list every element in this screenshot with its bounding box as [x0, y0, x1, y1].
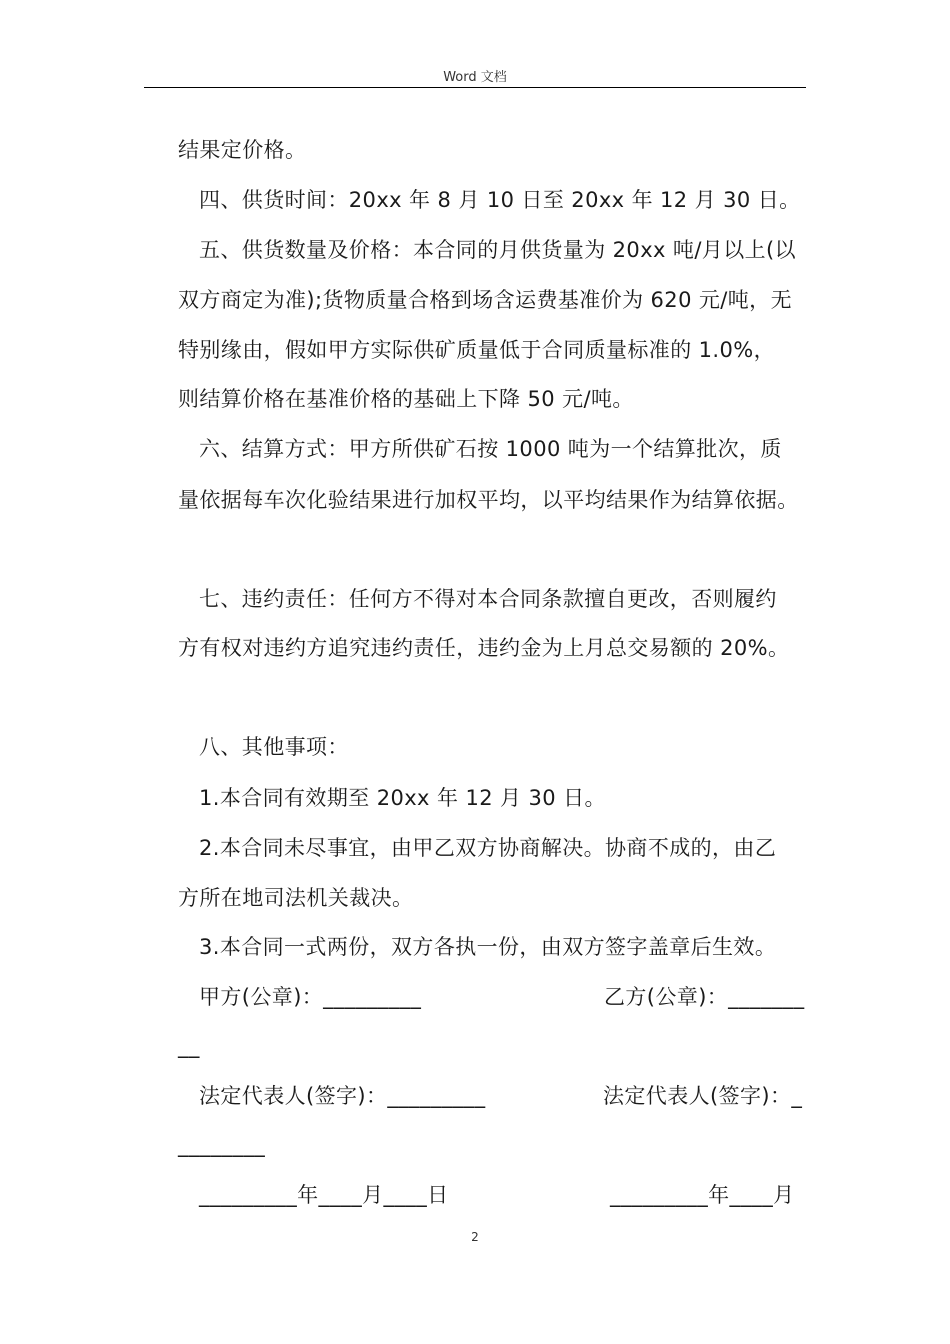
- clause-line-price-conclusion: 结果定价格。: [178, 138, 307, 162]
- clause-supply-time: 四、供货时间：20xx 年 8 月 10 日至 20xx 年 12 月 30 日。: [199, 188, 801, 212]
- clause-quantity-price-line-4: 则结算价格在基准价格的基础上下降 50 元/吨。: [178, 387, 634, 411]
- document-header-title: Word 文档: [443, 70, 507, 85]
- party-b-seal-field-wrap: __: [178, 1034, 200, 1058]
- page-number: 2: [471, 1230, 479, 1244]
- clause-other-item-1: 1.本合同有效期至 20xx 年 12 月 30 日。: [199, 786, 606, 810]
- party-a-representative-field: 法定代表人(签字)：_________: [199, 1084, 486, 1108]
- party-b-representative-field: 法定代表人(签字)：_: [603, 1084, 803, 1108]
- party-a-seal-field: 甲方(公章)：_________: [199, 985, 422, 1009]
- clause-quantity-price-line-1: 五、供货数量及价格：本合同的月供货量为 20xx 吨/月以上(以: [199, 238, 796, 262]
- clause-other-item-2-line-1: 2.本合同未尽事宜，由甲乙双方协商解决。协商不成的，由乙: [199, 836, 777, 860]
- party-b-representative-field-wrap: ________: [178, 1133, 266, 1157]
- clause-quantity-price-line-3: 特别缘由，假如甲方实际供矿质量低于合同质量标准的 1.0%，: [178, 338, 776, 362]
- party-b-date-field: _________年____月: [610, 1183, 795, 1207]
- header-divider: [144, 87, 806, 88]
- party-b-seal-field: 乙方(公章)：_______: [604, 985, 805, 1009]
- clause-settlement-line-2: 量依据每车次化验结果进行加权平均，以平均结果作为结算依据。: [178, 488, 799, 512]
- clause-breach-line-1: 七、违约责任：任何方不得对本合同条款擅自更改，否则履约: [199, 587, 777, 611]
- clause-other-matters-heading: 八、其他事项：: [199, 735, 349, 759]
- clause-settlement-line-1: 六、结算方式：甲方所供矿石按 1000 吨为一个结算批次，质: [199, 437, 782, 461]
- clause-breach-line-2: 方有权对违约方追究违约责任，违约金为上月总交易额的 20%。: [178, 636, 790, 660]
- party-a-date-field: _________年____月____日: [199, 1183, 449, 1207]
- clause-quantity-price-line-2: 双方商定为准);货物质量合格到场含运费基准价为 620 元/吨，无: [178, 288, 792, 312]
- clause-other-item-3: 3.本合同一式两份，双方各执一份，由双方签字盖章后生效。: [199, 935, 777, 959]
- clause-other-item-2-line-2: 方所在地司法机关裁决。: [178, 886, 414, 910]
